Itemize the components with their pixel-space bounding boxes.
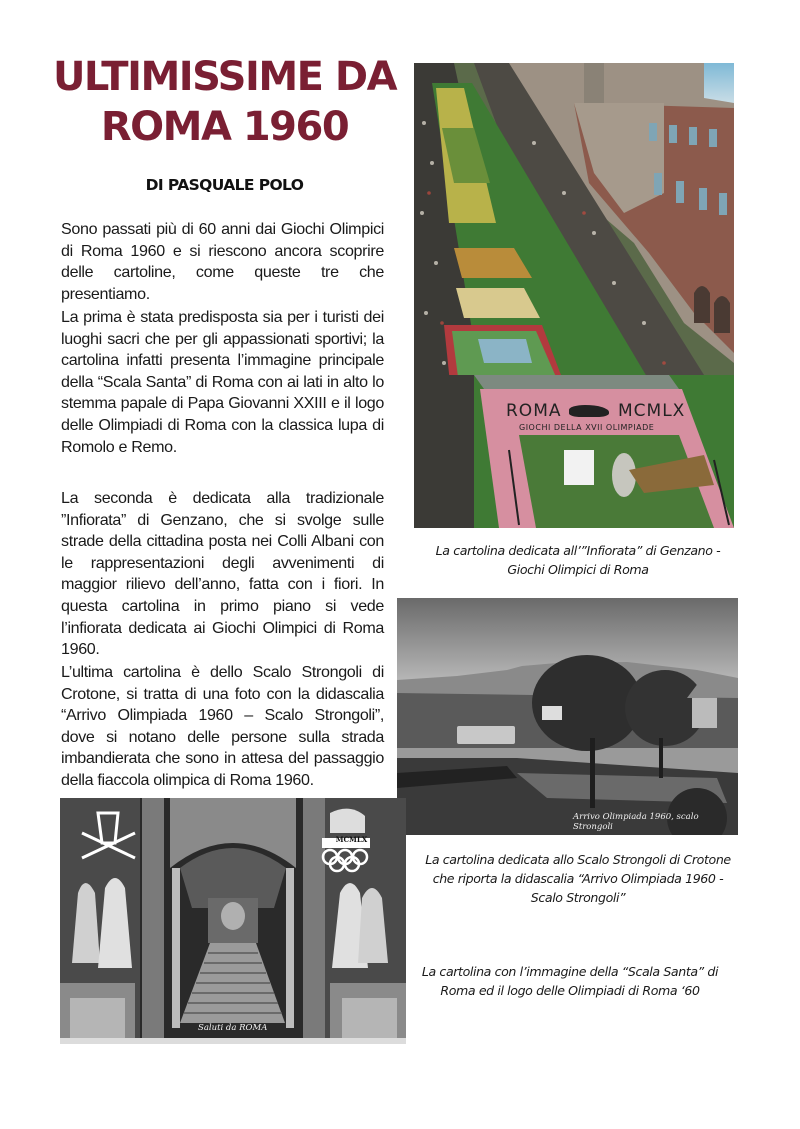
article-title xyxy=(52,52,397,152)
scala-santa-postcard-image xyxy=(60,798,406,1044)
title-line-1: ULTIMISSIME DA xyxy=(52,54,397,100)
carpet-text-roma: ROMA xyxy=(506,401,562,421)
strongoli-postcard-image xyxy=(397,598,738,835)
caption-line: La cartolina con l’immagine della “Scala Santa” di xyxy=(421,964,719,979)
title-line-2: ROMA 1960 xyxy=(100,104,349,150)
strongoli-illustration xyxy=(397,598,738,835)
caption-line: Scalo Strongoli” xyxy=(530,890,626,905)
strongoli-inscription: Arrivo Olimpiada 1960, scalo Strongoli xyxy=(573,812,699,832)
caption-strongoli xyxy=(408,850,748,907)
paragraph-scala-santa xyxy=(61,307,384,458)
infiorata-roma-panel xyxy=(414,375,734,528)
paragraph-text: Sono passati più di 60 anni dai Giochi Olimpici di Roma 1960 e si riescono ancora scoprire delle cartoline, come queste tre che presentiamo. xyxy=(61,220,384,303)
paragraph-text: L’ultima cartolina è dello Scalo Strongoli di Crotone, si tratta di una foto con la didascalia “Arrivo Olimpiada 1960 – Scalo Strongoli”, dove si notano delle persone sulla strada imbandierata che sono in attesa del passaggio della fiaccola olimpica di Roma 1960. xyxy=(61,663,384,789)
roma-flower-panel xyxy=(414,375,734,528)
paragraph-infiorata xyxy=(61,488,384,661)
olympic-rings-icon xyxy=(322,846,372,874)
author-byline: DI PASQUALE POLO xyxy=(145,176,304,194)
scala-santa-inscription: Saluti da ROMA xyxy=(198,1023,268,1033)
caption-line: La cartolina dedicata all’”Infiorata” di Genzano - xyxy=(435,543,721,558)
paragraph-text: La seconda è dedicata alla tradizionale ”Infiorata” di Genzano, che si svolge sulle strade della cittadina posta nei Colli Albani con le rappresentazioni degli avvenimenti di maggior rilievo dell’anno, fatta con i fiori. In questa cartolina in primo piano si vede l’infiorata dedicata ai Giochi Olimpici di Roma 1960. xyxy=(61,489,384,659)
papal-coat-of-arms-icon xyxy=(80,808,140,863)
paragraph-strongoli xyxy=(61,662,384,792)
caption-line: Giochi Olimpici di Roma xyxy=(507,562,649,577)
caption-line: Roma ed il logo delle Olimpiadi di Roma ‘60 xyxy=(440,983,700,998)
she-wolf-icon xyxy=(569,405,609,417)
olympic-logo-text: MCMLX xyxy=(335,835,368,844)
paragraph-intro xyxy=(61,219,384,305)
caption-scala-santa xyxy=(405,962,735,1000)
caption-line: che riporta la didascalia “Arrivo Olimpiada 1960 - xyxy=(432,871,724,886)
carpet-text-year: MCMLX xyxy=(618,401,686,421)
caption-infiorata xyxy=(418,541,738,579)
caption-line: La cartolina dedicata allo Scalo Strongoli di Crotone xyxy=(425,852,731,867)
paragraph-text: La prima è stata predisposta sia per i turisti dei luoghi sacri che per gli appassionati sportivi; la cartolina infatti presenta l’immagine principale della “Scala Santa” di Roma con ai lati in alto lo stemma papale di Papa Giovanni XXIII e il logo delle Olimpiadi di Roma con la classica lupa di Romolo e Remo. xyxy=(61,308,384,456)
carpet-text-sub: GIOCHI DELLA XVII OLIMPIADE xyxy=(519,423,655,432)
